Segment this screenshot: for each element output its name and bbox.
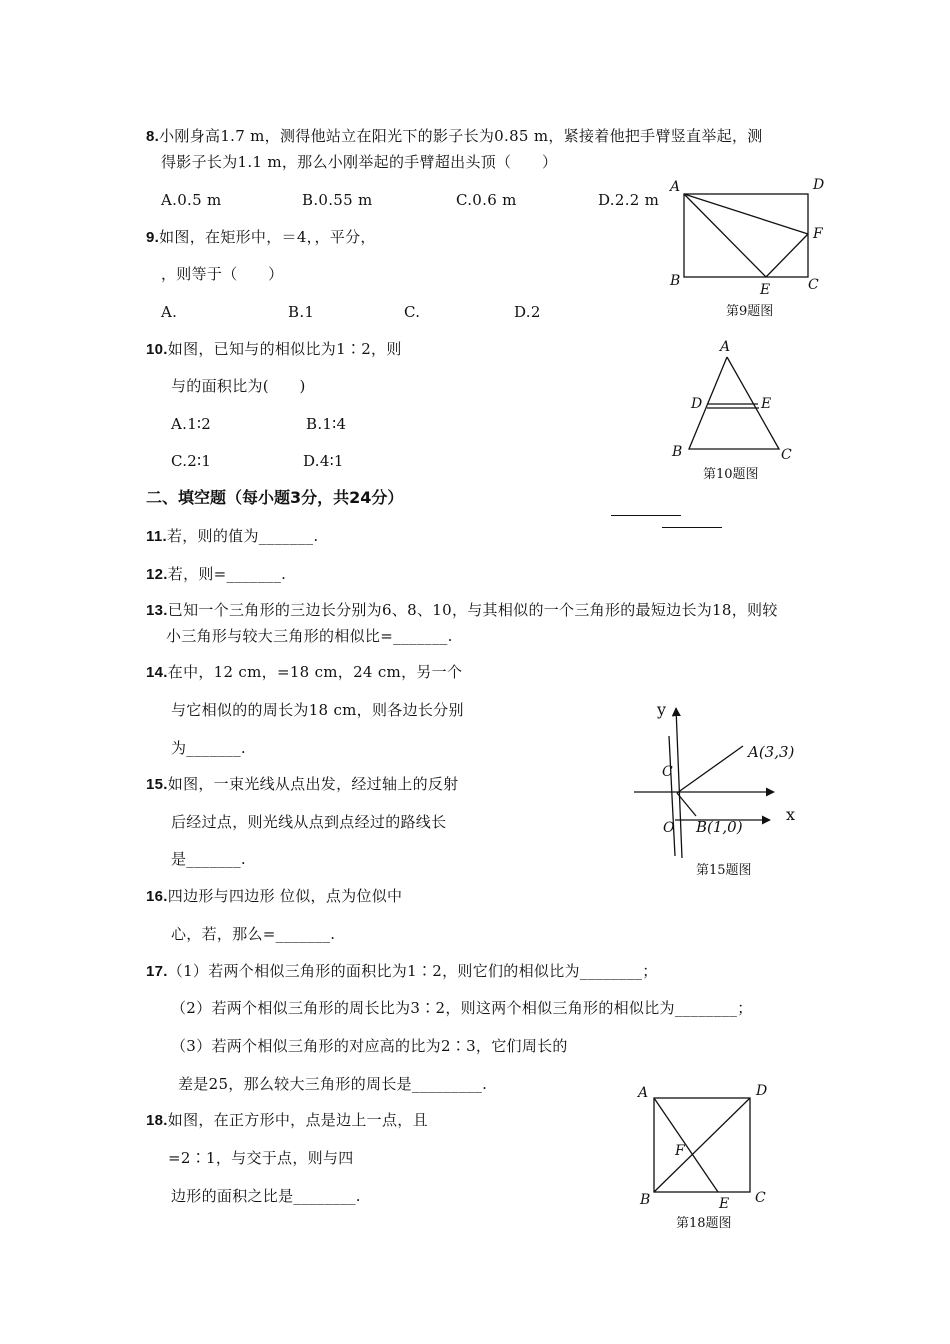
- q9-label-b: B: [670, 273, 681, 289]
- q16-number: 16.: [146, 888, 168, 905]
- q9-line2: ，则等于（ ）: [161, 265, 284, 283]
- q9-line1: [146, 227, 376, 248]
- q15-ray-to-a: [677, 746, 743, 793]
- q18-diagonal-bd: [654, 1098, 750, 1192]
- q15-figure: [630, 696, 810, 856]
- q18-text-1: 如图，在正方形中，点是边上一点，且: [167, 1111, 428, 1129]
- q9-option-b: B.1: [288, 303, 315, 321]
- q15-line3: 是_______.: [171, 850, 246, 868]
- q10-label-a: A: [720, 339, 731, 355]
- q9-label-e: E: [760, 282, 771, 298]
- q16-line2: 心，若，那么=_______.: [171, 925, 336, 943]
- q10-caption: 第10题图: [703, 467, 759, 482]
- q9-segment-ef: [766, 234, 808, 277]
- q11-line: [146, 526, 318, 547]
- q17-line3: （3）若两个相似三角形的对应高的比为2∶3，它们周长的: [171, 1037, 568, 1055]
- q10-option-c: C.2∶1: [171, 452, 212, 470]
- q8-number: 8.: [146, 128, 160, 145]
- q10-label-b: B: [672, 444, 683, 460]
- q15-label-x: x: [786, 805, 796, 824]
- q15-label-c: C: [662, 764, 673, 780]
- q15-caption: 第15题图: [696, 863, 752, 878]
- q9-figure: [660, 172, 840, 302]
- q18-label-a: A: [638, 1085, 649, 1101]
- q9-label-d: D: [813, 177, 825, 193]
- q9-label-f: F: [813, 226, 823, 242]
- q15-label-y: y: [657, 700, 667, 719]
- q15-label-b: B(1,0): [696, 818, 743, 836]
- q9-option-d: D.2: [514, 303, 541, 321]
- q18-label-d: D: [756, 1083, 768, 1099]
- q8-option-c: C.0.6 m: [456, 191, 517, 209]
- q14-line1: [146, 662, 462, 683]
- q18-segment-ae: [654, 1098, 718, 1192]
- section2-heading: 二、填空题（每小题3分，共24分）: [146, 488, 404, 507]
- q18-label-b: B: [640, 1192, 651, 1208]
- q10-option-b: B.1∶4: [306, 415, 347, 433]
- q14-line3: 为_______.: [171, 739, 246, 757]
- q9-label-a: A: [670, 179, 681, 195]
- q18-line3: 边形的面积之比是________.: [171, 1187, 361, 1205]
- q14-number: 14.: [146, 664, 168, 681]
- q9-number: 9.: [146, 229, 160, 246]
- q10-option-a: A.1∶2: [171, 415, 212, 433]
- q8-line2: 得影子长为1.1 m，那么小刚举起的手臂超出头顶（ ）: [161, 153, 558, 171]
- q18-caption: 第18题图: [676, 1216, 732, 1231]
- q18-line2: =2∶1，与交于点，则与四: [168, 1149, 354, 1167]
- divider-line-2: [662, 527, 722, 528]
- q18-figure: [630, 1078, 780, 1212]
- q18-label-c: C: [755, 1190, 766, 1206]
- q12-text: 若，则=_______.: [167, 565, 287, 583]
- q15-line1: [146, 774, 458, 795]
- q9-option-c: C.: [404, 303, 421, 321]
- q8-option-d: D.2.2 m: [598, 191, 660, 209]
- q10-label-c: C: [781, 447, 792, 463]
- q10-line1: [146, 339, 402, 360]
- q15-y-axis: [676, 708, 682, 858]
- q17-line1: [146, 961, 658, 982]
- q17-line2: （2）若两个相似三角形的周长比为3∶2，则这两个相似三角形的相似比为________；: [171, 999, 753, 1017]
- q9-caption: 第9题图: [726, 304, 774, 319]
- q9-text-1: 如图，在矩形中，＝4，，平分，: [159, 228, 376, 246]
- q13-line1: [146, 600, 778, 621]
- q8-option-a: A.0.5 m: [161, 191, 222, 209]
- q8-option-b: B.0.55 m: [302, 191, 373, 209]
- q17-line4: 差是25，那么较大三角形的周长是_________.: [178, 1075, 488, 1093]
- q17-text-1: （1）若两个相似三角形的面积比为1∶2，则它们的相似比为________；: [167, 962, 658, 980]
- q14-line2: 与它相似的的周长为18 cm，则各边长分别: [171, 701, 464, 719]
- q10-line2: 与的面积比为( ): [171, 377, 306, 395]
- q14-text-1: 在中，12 cm，=18 cm，24 cm，另一个: [167, 663, 463, 681]
- divider-line-1: [611, 515, 681, 516]
- q13-text-1: 已知一个三角形的三边长分别为6、8、10，与其相似的一个三角形的最短边长为18，则较: [167, 601, 778, 619]
- q12-number: 12.: [146, 566, 168, 583]
- q10-label-e: E: [761, 396, 772, 412]
- q17-number: 17.: [146, 963, 168, 980]
- q15-reference-line: [669, 736, 675, 856]
- q9-option-a: A.: [161, 303, 178, 321]
- q15-line2: 后经过点，则光线从点到点经过的路线长: [171, 813, 447, 831]
- q16-line1: [146, 886, 402, 907]
- q11-text: 若，则的值为_______.: [166, 527, 319, 545]
- q11-number: 11.: [146, 528, 167, 545]
- q13-line2: 小三角形与较大三角形的相似比=_______.: [166, 627, 453, 645]
- q13-number: 13.: [146, 602, 168, 619]
- q18-line1: [146, 1110, 428, 1131]
- q10-figure: [665, 335, 795, 465]
- q9-rectangle: [684, 194, 808, 277]
- q10-number: 10.: [146, 341, 168, 358]
- q9-segment-af: [684, 194, 808, 234]
- q12-line: [146, 564, 286, 585]
- q18-number: 18.: [146, 1112, 168, 1129]
- q8-text-1: 小刚身高1.7 m，测得他站立在阳光下的影子长为0.85 m，紧接着他把手臂竖直举起，测: [159, 127, 763, 145]
- q18-label-e: E: [719, 1196, 730, 1212]
- q10-label-d: D: [691, 396, 703, 412]
- q16-text-1: 四边形与四边形 位似，点为位似中: [167, 887, 403, 905]
- q15-label-a: A(3,3): [748, 743, 795, 761]
- q10-option-d: D.4∶1: [303, 452, 344, 470]
- q10-text-1: 如图，已知与的相似比为1∶2，则: [167, 340, 402, 358]
- q15-text-1: 如图，一束光线从点出发，经过轴上的反射: [167, 775, 459, 793]
- q8-line1: [146, 126, 763, 147]
- q18-label-f: F: [675, 1143, 685, 1159]
- q9-segment-ae: [684, 194, 766, 277]
- q15-number: 15.: [146, 776, 168, 793]
- q9-label-c: C: [808, 277, 819, 293]
- q15-label-o: O: [663, 820, 675, 836]
